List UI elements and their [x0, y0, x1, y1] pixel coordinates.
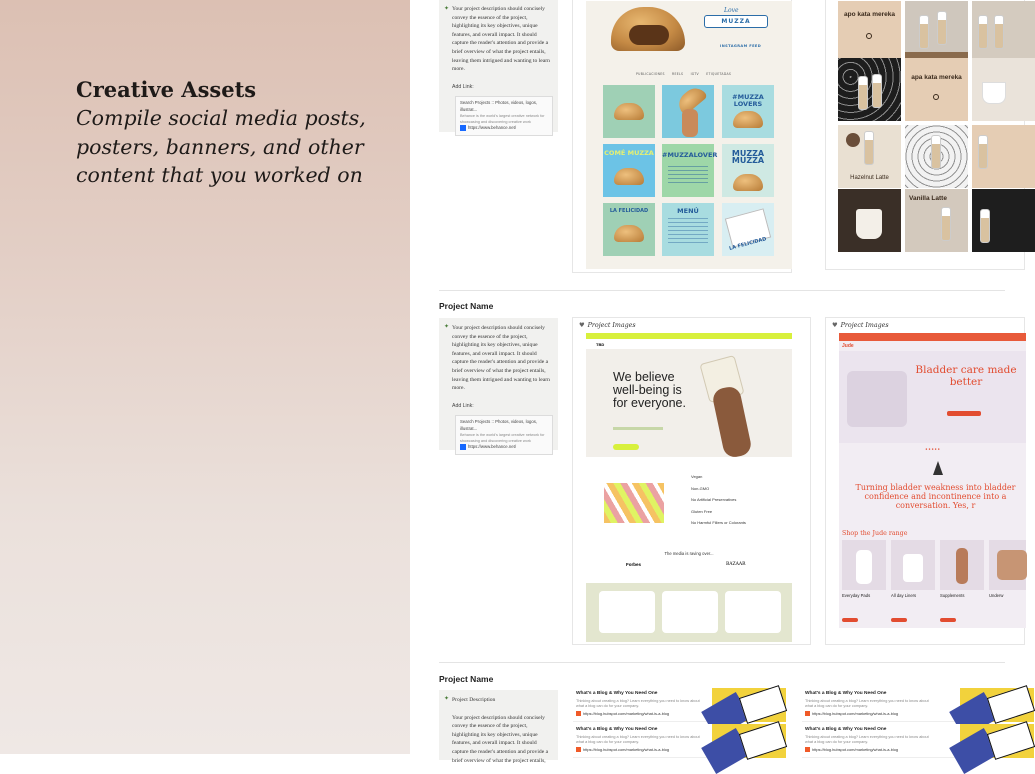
- coffee-tile: [905, 1, 968, 64]
- muzza-tile: [603, 85, 655, 138]
- media-logo: Forbes: [626, 562, 642, 567]
- left-panel: [0, 0, 410, 754]
- hubspot-icon: [805, 711, 810, 716]
- portfolio-document: [410, 0, 1017, 764]
- muzza-board: [586, 1, 792, 269]
- product-name: All day Liners: [891, 593, 917, 598]
- hubspot-icon: [805, 747, 810, 752]
- gallery-coffee: [825, 0, 1025, 270]
- gallery-jude: [825, 317, 1025, 645]
- coffee-tile: [972, 58, 1035, 121]
- project-description: Your project description should concisely convey the essence of the project, highlighting its key objectives, unique features, and overall impact. It should capture the reader's attention and provide a brief overview of what the project entails,: [452, 714, 549, 764]
- muzza-logo-top: Love: [724, 7, 739, 14]
- product-name: Everyday Pads: [842, 593, 871, 598]
- project-name: Project Name: [439, 674, 494, 684]
- heart-icon: ♥: [579, 322, 585, 329]
- blog-link-card[interactable]: What's a Blog & Why You Need One Thinking about creating a blog? Learn everything you need to know about what a blog can do for your company. https://blog.hubspot.com/marketing/what-is-a-blog: [573, 724, 786, 758]
- wellbeing-site-mock: [586, 333, 792, 642]
- muzza-tile: #MUZZALOVER: [662, 144, 714, 197]
- muzza-caption: INSTAGRAM FEED: [720, 44, 762, 48]
- coffee-tile: [838, 58, 901, 121]
- behance-icon: [460, 125, 466, 131]
- project-info-card: [439, 690, 558, 764]
- pin-icon: ✦: [444, 324, 450, 330]
- behance-icon: [460, 444, 466, 450]
- link-preview[interactable]: [455, 415, 553, 454]
- coffee-tile: [905, 125, 968, 188]
- section-divider: [439, 290, 1005, 291]
- gallery-wellbeing: [572, 317, 811, 645]
- pin-icon: ✦: [444, 696, 450, 702]
- product-name: Underw: [989, 593, 1004, 598]
- coffee-tile: [972, 1, 1035, 64]
- blog-link-card[interactable]: What's a Blog & Why You Need One Thinking about creating a blog? Learn everything you need to know about what a blog can do for your company. https://blog.hubspot.com/marketing/what-is-a-blog: [802, 688, 1015, 722]
- mid-headline: Turning bladder weakness into bladder confidence and incontinence into a conversation. Yes, r: [855, 483, 1016, 510]
- hubspot-icon: [576, 747, 581, 752]
- site-headline: We believe well-being is for everyone.: [613, 370, 686, 410]
- muzza-tile: MENÚ: [662, 203, 714, 256]
- project-info-card: [439, 0, 558, 132]
- coffee-tile: apa kata mereka: [905, 58, 968, 121]
- instagram-tabs: PUBLICACIONES REELS IGTV ETIQUETADAS: [636, 72, 732, 76]
- project-description-header: Project Description: [452, 697, 496, 703]
- muzza-tile: MUZZA MUZZA: [722, 144, 774, 197]
- hero-headline: Bladder care made better: [915, 364, 1017, 388]
- blog-thumbnail: [712, 724, 786, 758]
- coffee-tile: Hazelnut Latte: [838, 125, 901, 188]
- muzza-tile: COMÉ MUZZA: [603, 144, 655, 197]
- muzza-tile: LA FELICIDAD: [603, 203, 655, 256]
- muzza-tile: LA FELICIDAD: [722, 203, 774, 256]
- blog-link-card[interactable]: What's a Blog & Why You Need One Thinking about creating a blog? Learn everything you need to know about what a blog can do for your company. https://blog.hubspot.com/marketing/what-is-a-blog: [573, 688, 786, 722]
- link-title: Search Projects :: Photos, videos, logos, illustrat...: [460, 100, 538, 112]
- gallery-heading: ♥ Project Images: [579, 322, 636, 329]
- coffee-tile: [838, 189, 901, 252]
- coffee-board: [838, 1, 1005, 255]
- coffee-tile: apo kata mereka: [838, 1, 901, 64]
- link-blurb: Behance is the world's largest creative network for showcasing and discovering creative work: [460, 113, 545, 124]
- coffee-tile: [972, 189, 1035, 252]
- project-description: Your project description should concisely convey the essence of the project, highlighting its key objectives, unique features, and overall impact. It should capture the reader's attention and provide a brief overview of what the project entails, leaving them intrigued and wanting to learn more.: [452, 6, 550, 73]
- hero-subtitle: Compile social media posts, posters, banners, and other content that you worked on: [76, 106, 366, 187]
- muzza-tile: #MUZZA LOVERS: [722, 85, 774, 138]
- coffee-tile: [972, 125, 1035, 188]
- muzza-logo: MUZZA: [704, 15, 768, 28]
- site-brand: Jude: [842, 343, 854, 349]
- section-divider: [439, 662, 1005, 663]
- blog-link-card[interactable]: What's a Blog & Why You Need One Thinking about creating a blog? Learn everything you need to know about what a blog can do for your company. https://blog.hubspot.com/marketing/what-is-a-blog: [802, 724, 1015, 758]
- project-info-card: [439, 318, 558, 450]
- hubspot-icon: [576, 711, 581, 716]
- media-logo: BAZAAR: [726, 562, 746, 567]
- link-blurb: Behance is the world's largest creative network for showcasing and discovering creative work: [460, 432, 545, 443]
- project-name: Project Name: [439, 301, 494, 311]
- link-title: Search Projects :: Photos, videos, logos, illustrat...: [460, 419, 538, 431]
- link-url: https://www.behance.net/: [468, 444, 517, 450]
- media-heading: The media is raving over...: [664, 551, 714, 556]
- gallery-heading: ♥ Project Images: [832, 322, 889, 329]
- site-brand: TBD: [596, 342, 605, 347]
- range-heading: Shop the Jude range: [842, 530, 908, 537]
- pin-icon: ✦: [444, 6, 450, 12]
- hero-title: Creative Assets: [76, 77, 257, 102]
- blog-thumbnail: [960, 724, 1034, 758]
- jude-site-mock: Jude Bladder care made better ● ● ● ● ● Turning bladder weakness into bladder confidence and incontinence into a conversation. Yes, r Shop the Jude range Everyday Pads All day Liners Supplements Underw: [839, 333, 1026, 628]
- add-link-label: Add Link:: [452, 83, 474, 90]
- hero-block: [76, 76, 396, 190]
- blog-thumbnail: [960, 688, 1034, 722]
- project-description: Your project description should concisely convey the essence of the project, highlighting its key objectives, unique features, and overall impact. It should capture the reader's attention and provide a brief overview of what the project entails, leaving them intrigued and wanting to learn more.: [452, 325, 550, 392]
- heart-icon: ♥: [832, 322, 838, 329]
- coffee-tile: Vanilla Latte: [905, 189, 968, 252]
- empanada-photo: [611, 7, 685, 51]
- blog-thumbnail: [712, 688, 786, 722]
- link-url: https://www.behance.net/: [468, 125, 517, 131]
- link-preview[interactable]: [455, 96, 553, 135]
- product-name: Supplements: [940, 593, 965, 598]
- muzza-tile: [662, 85, 714, 138]
- feature-list: Vegan Non-GMO No Artificial Preservatives Gluten Free No Harmful Fillers or Colorants: [691, 474, 746, 525]
- gallery-muzza: [572, 0, 792, 273]
- add-link-label: Add Link:: [452, 402, 474, 409]
